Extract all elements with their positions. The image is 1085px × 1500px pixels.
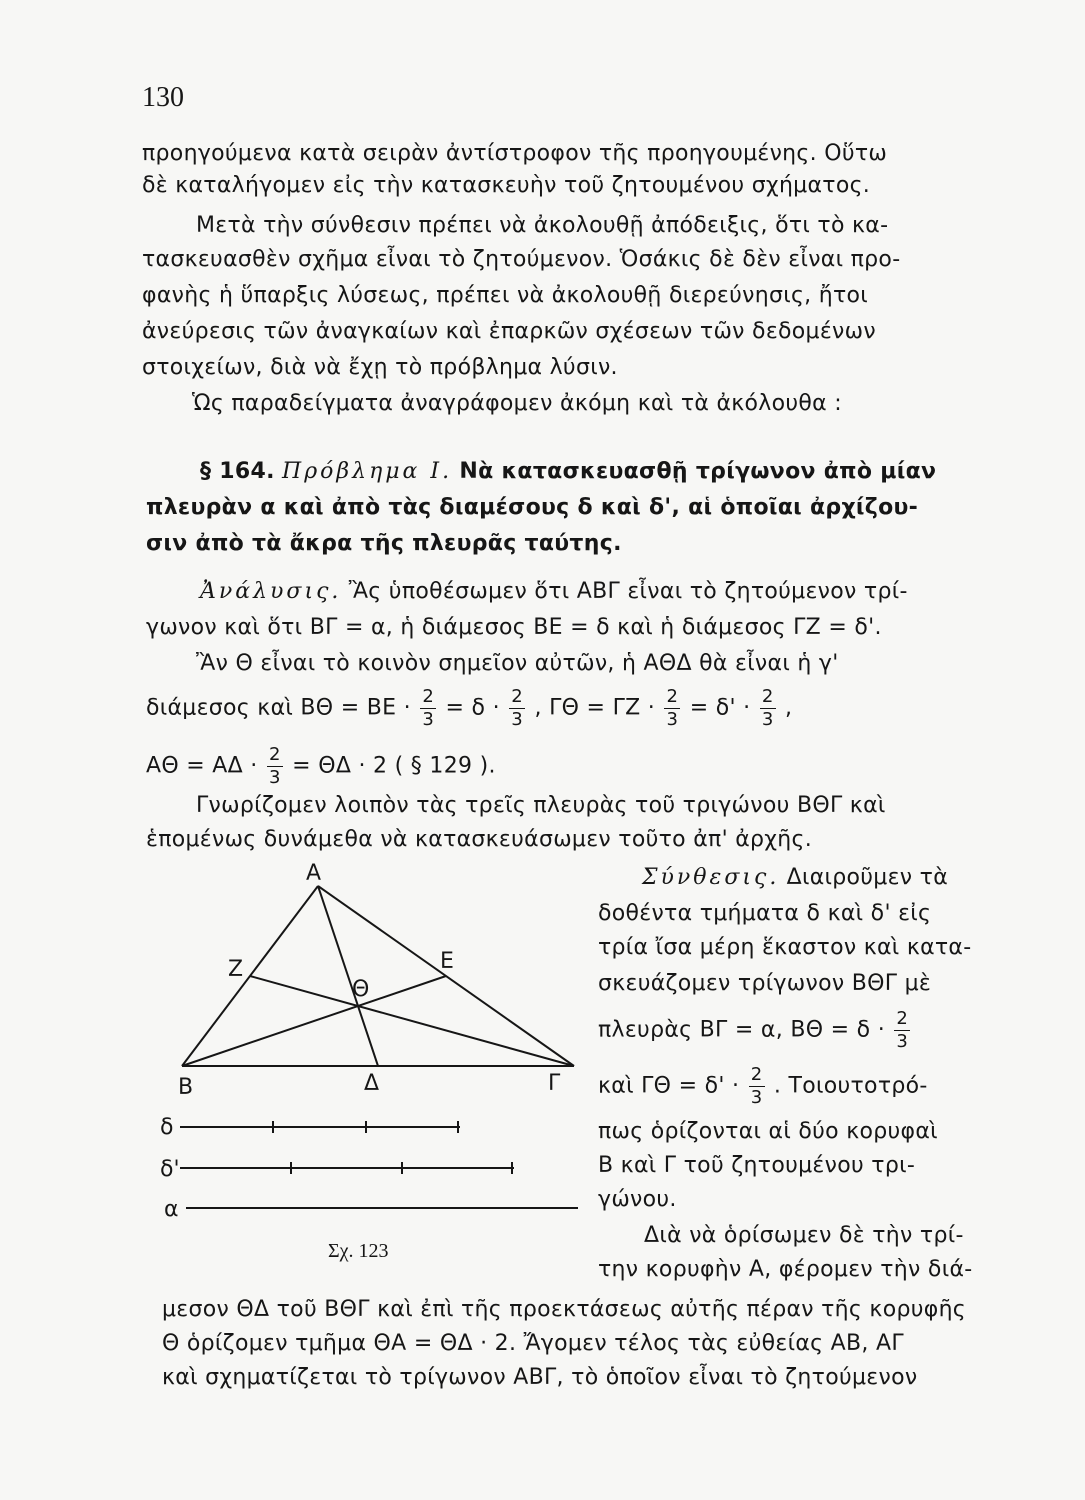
segment-label-delta: δ xyxy=(160,1115,174,1140)
synthesis-line: πως ὁρίζονται αἱ δύο κορυφαὶ xyxy=(598,1119,938,1144)
analysis-line: γωνον καὶ ὅτι ΒΓ = α, ἡ διάμεσος ΒΕ = δ καὶ ἡ διάμεσος ΓΖ = δ'. xyxy=(146,615,882,640)
fraction: $\frac{2}{3}$ xyxy=(509,688,525,729)
median-b xyxy=(182,976,446,1066)
problem-text: σιν ἀπὸ τὰ ἄκρα τῆς πλευρᾶς ταύτης. xyxy=(146,531,622,556)
analysis-text: Ἂς ὑποθέσωμεν ὅτι ΑΒΓ εἶναι τὸ ζητούμενον τρί- xyxy=(348,579,908,604)
text-line: στοιχείων, διὰ νὰ ἔχῃ τὸ πρόβλημα λύσιν. xyxy=(142,355,618,380)
vertex-label-z: Ζ xyxy=(228,957,244,982)
text-line: τασκευασθὲν σχῆμα εἶναι τὸ ζητούμενον. Ὁσάκις δὲ δὲν εἶναι προ- xyxy=(142,247,901,272)
formula-part: = ΘΔ · 2 ( § 129 ). xyxy=(292,753,496,779)
vertex-label-th: Θ xyxy=(352,977,370,1002)
formula-part: , ΓΘ = ΓΖ · xyxy=(534,695,656,721)
synthesis-line xyxy=(598,1010,912,1051)
synthesis-line: σκευάζομεν τρίγωνον ΒΘΓ μὲ xyxy=(598,971,932,996)
problem-text: Νὰ κατασκευασθῇ τρίγωνον ἀπὸ μίαν xyxy=(459,459,937,484)
fraction: $\frac{2}{3}$ xyxy=(760,688,776,729)
text-line: Ὡς παραδείγματα ἀναγράφομεν ἀκόμη καὶ τὰ ἀκόλουθα : xyxy=(192,391,842,416)
synthesis-line: Β καὶ Γ τοῦ ζητουμένου τρι- xyxy=(598,1153,916,1178)
section-number: § 164. xyxy=(200,459,275,484)
synthesis-line: την κορυφὴν Α, φέρομεν τὴν διά- xyxy=(598,1257,973,1282)
synthesis-line: Θ ὁρίζομεν τμῆμα ΘΑ = ΘΔ · 2. Ἄγομεν τέλος τὰς εὐθείας ΑΒ, ΑΓ xyxy=(162,1331,904,1356)
fraction: $\frac{2}{3}$ xyxy=(267,746,283,787)
fraction: $\frac{2}{3}$ xyxy=(749,1066,765,1107)
synthesis-line: μεσον ΘΔ τοῦ ΒΘΓ καὶ ἐπὶ τῆς προεκτάσεως αὐτῆς πέραν τῆς κορυφῆς xyxy=(162,1297,967,1322)
synthesis-line: καὶ σχηματίζεται τὸ τρίγωνον ΑΒΓ, τὸ ὁποῖον εἶναι τὸ ζητούμενον xyxy=(162,1365,918,1390)
synthesis-text: Διαιροῦμεν τὰ xyxy=(786,865,949,890)
formula-part: , xyxy=(785,695,793,721)
vertex-label-b: Β xyxy=(178,1075,194,1100)
formula-part: = δ' · xyxy=(689,695,751,721)
analysis-line: Ἂν Θ εἶναι τὸ κοινὸν σημεῖον αὐτῶν, ἡ ΑΘΔ θὰ εἶναι ἡ γ' xyxy=(196,651,839,676)
synthesis-line xyxy=(642,864,948,892)
median-a xyxy=(318,886,378,1066)
segment-label-delta-prime: δ' xyxy=(160,1157,180,1182)
fraction: $\frac{2}{3}$ xyxy=(894,1010,910,1051)
text-line: φανὴς ἡ ὕπαρξις λύσεως, πρέπει νὰ ἀκολουθῇ διερεύνησις, ἤτοι xyxy=(142,283,869,308)
page-number: 130 xyxy=(142,82,184,113)
synthesis-line: δοθέντα τμήματα δ καὶ δ' εἰς xyxy=(598,901,932,926)
vertex-label-a: Α xyxy=(306,861,322,886)
text-line: δὲ καταλήγομεν εἰς τὴν κατασκευὴν τοῦ ζητουμένου σχήματος. xyxy=(142,173,871,198)
vertex-label-d: Δ xyxy=(364,1071,380,1096)
synthesis-line: τρία ἴσα μέρη ἕκαστον καὶ κατα- xyxy=(598,935,972,960)
segment-label-alpha: α xyxy=(164,1197,179,1222)
vertex-label-e: Ε xyxy=(440,949,454,974)
synthesis-text: πλευρὰς ΒΓ = α, ΒΘ = δ · xyxy=(598,1017,885,1043)
fraction: $\frac{2}{3}$ xyxy=(420,688,436,729)
synthesis-text: καὶ ΓΘ = δ' · xyxy=(598,1073,740,1099)
problem-text: πλευρὰν α καὶ ἀπὸ τὰς διαμέσους δ καὶ δ', αἱ ὁποῖαι ἀρχίζου- xyxy=(146,495,919,520)
formula-part: = δ · xyxy=(445,695,500,721)
synthesis-line xyxy=(598,1066,928,1107)
problem-label: Πρόβλημα Ι. xyxy=(282,459,453,484)
synthesis-line: γώνου. xyxy=(598,1187,677,1212)
fraction: $\frac{2}{3}$ xyxy=(664,688,680,729)
text-line: Μετὰ τὴν σύνθεσιν πρέπει νὰ ἀκολουθῇ ἀπόδειξις, ὅτι τὸ κα- xyxy=(196,213,889,238)
analysis-line: Γνωρίζομεν λοιπὸν τὰς τρεῖς πλευρὰς τοῦ τριγώνου ΒΘΓ καὶ xyxy=(196,793,886,818)
text-line: ἀνεύρεσις τῶν ἀναγκαίων καὶ ἐπαρκῶν σχέσεων τῶν δεδομένων xyxy=(142,319,876,344)
text-line: προηγούμενα κατὰ σειρὰν ἀντίστροφον τῆς προηγουμένης. Οὕτω xyxy=(142,141,888,166)
synthesis-line: Διὰ νὰ ὁρίσωμεν δὲ τὴν τρί- xyxy=(644,1223,964,1248)
analysis-label: Ἀνάλυσις. xyxy=(200,579,342,604)
vertex-label-g: Γ xyxy=(548,1071,561,1096)
formula-part: ΑΘ = ΑΔ · xyxy=(146,753,258,779)
synthesis-label: Σύνθεσις. xyxy=(642,865,780,890)
synthesis-text: . Τοιουτοτρό- xyxy=(773,1073,928,1099)
figure-caption: Σχ. 123 xyxy=(328,1240,389,1262)
median-g xyxy=(250,976,574,1066)
formula-part: διάμεσος καὶ ΒΘ = ΒΕ · xyxy=(146,695,411,721)
analysis-line: ἑπομένως δυνάμεθα νὰ κατασκευάσωμεν τοῦτο ἀπ' ἀρχῆς. xyxy=(146,827,813,852)
